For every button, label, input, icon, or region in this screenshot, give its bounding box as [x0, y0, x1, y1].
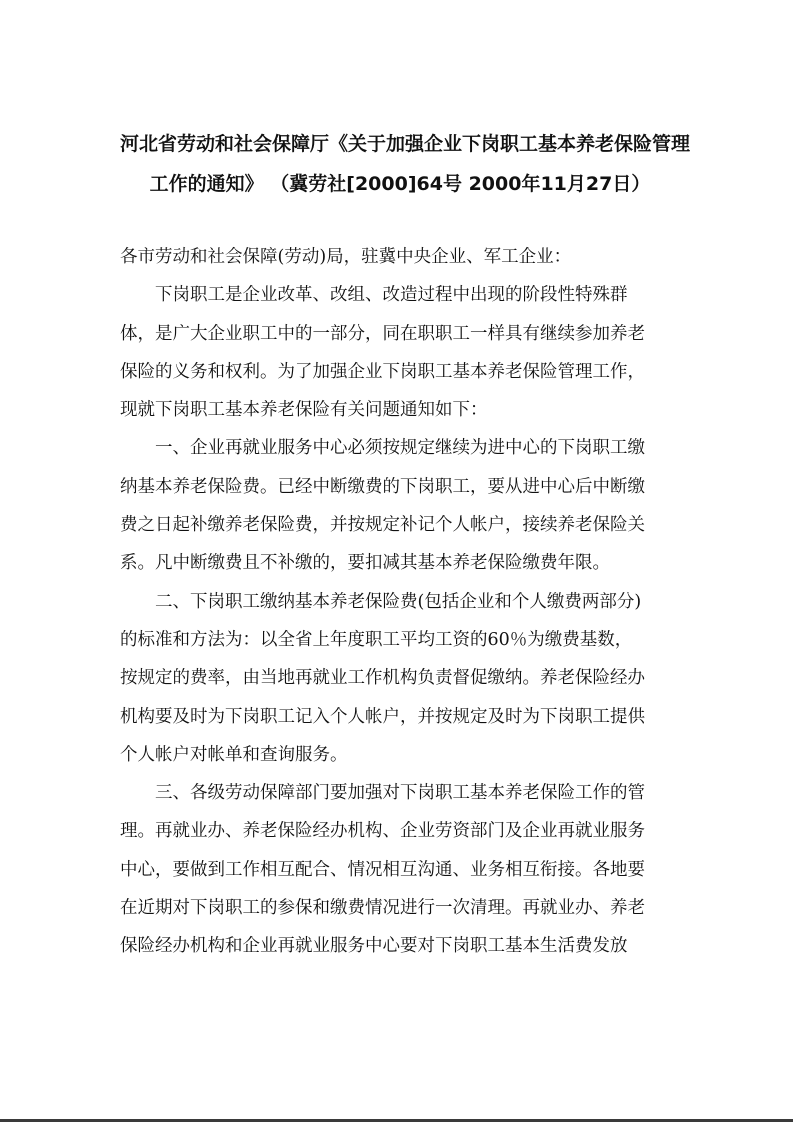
paragraph-item-1	[120, 429, 680, 582]
text-line: 中心，要做到工作相互配合、情况相互沟通、业务相互衔接。各地要	[120, 859, 645, 880]
paragraph-intro	[120, 276, 680, 429]
text-line: 二、下岗职工缴纳基本养老保险费(包括企业和个人缴费两部分)	[155, 591, 642, 612]
text-line: 理。再就业办、养老保险经办机构、企业劳资部门及企业再就业服务	[120, 821, 645, 842]
text-line: 费之日起补缴养老保险费，并按规定补记个人帐户，接续养老保险关	[120, 515, 645, 536]
title-line-1: 河北省劳动和社会保障厅《关于加强企业下岗职工基本养老保险管理	[120, 133, 691, 155]
text-line: 下岗职工是企业改革、改组、改造过程中出现的阶段性特殊群	[155, 285, 628, 306]
text-line: 系。凡中断缴费且不补缴的，要扣减其基本养老保险缴费年限。	[120, 553, 610, 574]
text-line: 一、企业再就业服务中心必须按规定继续为进中心的下岗职工缴	[155, 438, 645, 459]
text-line: 在近期对下岗职工的参保和缴费情况进行一次清理。再就业办、养老	[120, 898, 645, 919]
salutation: 各市劳动和社会保障(劳动)局，驻冀中央企业、军工企业：	[120, 247, 572, 267]
text-line: 现就下岗职工基本养老保险有关问题通知如下：	[120, 400, 488, 421]
text-line: 体，是广大企业职工中的一部分，同在职职工一样具有继续参加养老	[120, 323, 645, 344]
text-line: 纳基本养老保险费。已经中断缴费的下岗职工，要从进中心后中断缴	[120, 476, 645, 497]
text-line: 保险经办机构和企业再就业服务中心要对下岗职工基本生活费发放	[120, 936, 628, 957]
document-body	[120, 238, 680, 966]
text-line: 保险的义务和权利。为了加强企业下岗职工基本养老保险管理工作，	[120, 361, 645, 382]
text-line: 机构要及时为下岗职工记入个人帐户，并按规定及时为下岗职工提供	[120, 706, 645, 727]
document-title	[120, 124, 691, 204]
text-line: 个人帐户对帐单和查询服务。	[120, 744, 348, 765]
text-line: 的标准和方法为：以全省上年度职工平均工资的60％为缴费基数，	[120, 629, 633, 650]
text-line: 按规定的费率，由当地再就业工作机构负责督促缴纳。养老保险经办	[120, 668, 645, 689]
paragraph-item-2	[120, 583, 680, 774]
title-line-2: 工作的通知》 （冀劳社[2000]64号 2000年11月27日）	[149, 173, 651, 195]
text-line: 三、各级劳动保障部门要加强对下岗职工基本养老保险工作的管	[155, 783, 645, 804]
paragraph-item-3	[120, 774, 680, 965]
